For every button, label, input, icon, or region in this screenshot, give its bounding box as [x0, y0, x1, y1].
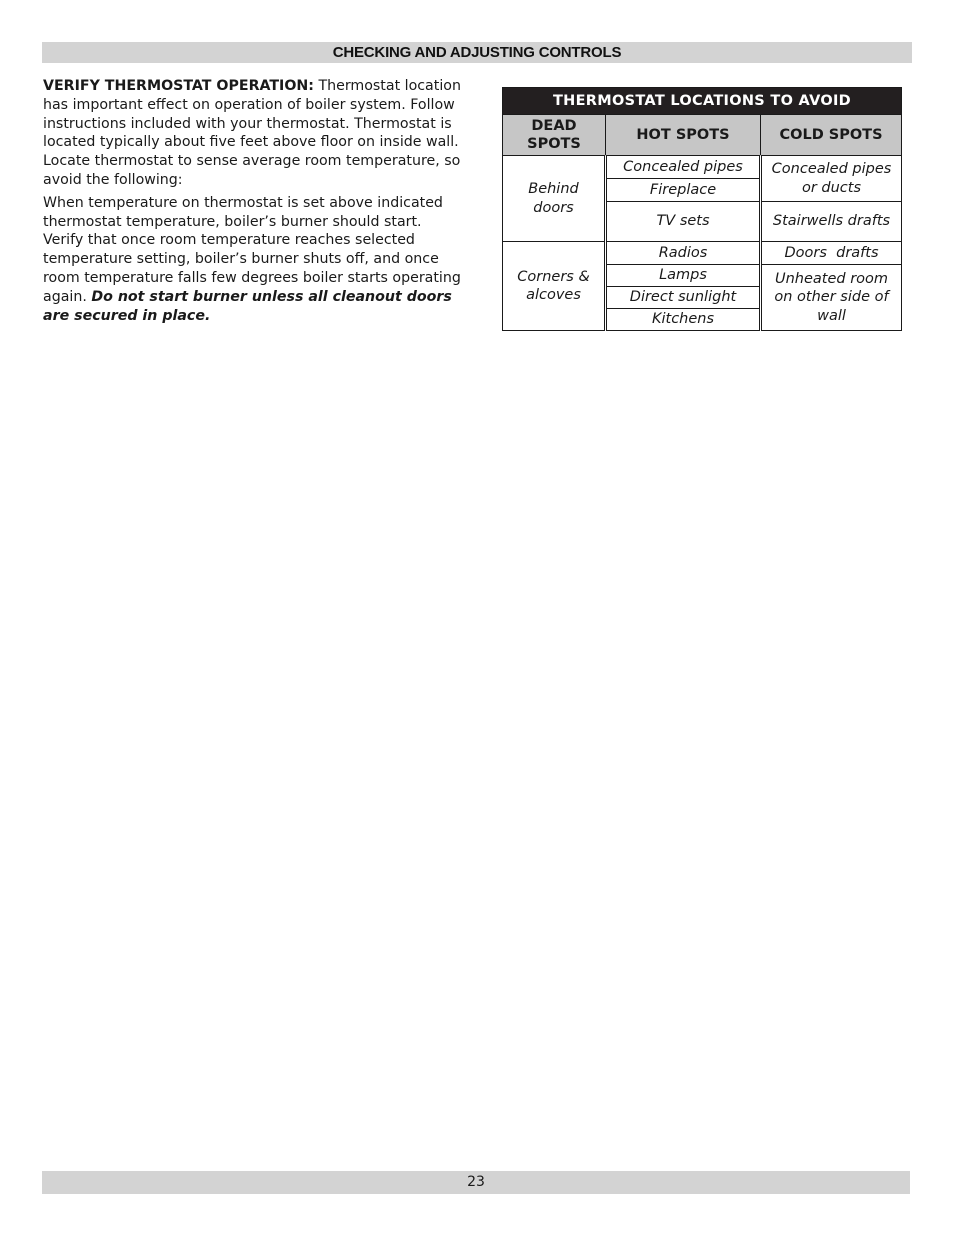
hot-spot-cell: Concealed pipes: [606, 156, 761, 179]
section-title: CHECKING AND ADJUSTING CONTROLS: [332, 44, 622, 61]
column-header-hot-spots: HOT SPOTS: [606, 115, 761, 156]
section-header: [42, 42, 912, 63]
operation-body: When temperature on thermostat is set above indicated thermostat temperature, boiler’s burner should start. Verify that once room temperature reaches selected temperature setting, boiler’s burner shuts off, and once room temperature falls few degrees boiler starts operating again.: [43, 194, 461, 305]
cleanout-warning: Do not start burner unless all cleanout doors are secured in place.: [43, 288, 452, 324]
hot-spot-cell: Lamps: [606, 265, 761, 287]
dead-spot-cell: Behind doors: [503, 156, 606, 242]
hot-spot-cell: TV sets: [606, 202, 761, 242]
hot-spot-cell: Direct sunlight: [606, 287, 761, 309]
cold-spot-cell: Doors drafts: [761, 242, 902, 265]
column-header-cold-spots: COLD SPOTS: [761, 115, 902, 156]
operation-paragraph: [43, 194, 463, 326]
thermostat-locations-table: [502, 87, 902, 331]
cold-spot-cell: Concealed pipes or ducts: [761, 156, 902, 202]
page-number: 23: [467, 1174, 485, 1190]
cold-spot-cell: Stairwells drafts: [761, 202, 902, 242]
instructions-text: [43, 77, 463, 329]
cold-spot-cell: Unheated room on other side of wall: [761, 265, 902, 331]
page-footer: [42, 1171, 910, 1194]
column-header-dead-spots: DEAD SPOTS: [503, 115, 606, 156]
dead-spot-cell: Corners & alcoves: [503, 242, 606, 331]
table-title: THERMOSTAT LOCATIONS TO AVOID: [503, 88, 902, 115]
intro-paragraph: [43, 77, 463, 190]
hot-spot-cell: Kitchens: [606, 309, 761, 331]
hot-spot-cell: Fireplace: [606, 179, 761, 202]
hot-spot-cell: Radios: [606, 242, 761, 265]
intro-lead: VERIFY THERMOSTAT OPERATION:: [43, 78, 314, 94]
intro-body: Thermostat location has important effect on operation of boiler system. Follow instructions included with your thermostat. Thermostat is located typically about five feet above floor on inside wall. Locate thermostat to sense average room temperature, so avoid the following:: [43, 78, 461, 188]
